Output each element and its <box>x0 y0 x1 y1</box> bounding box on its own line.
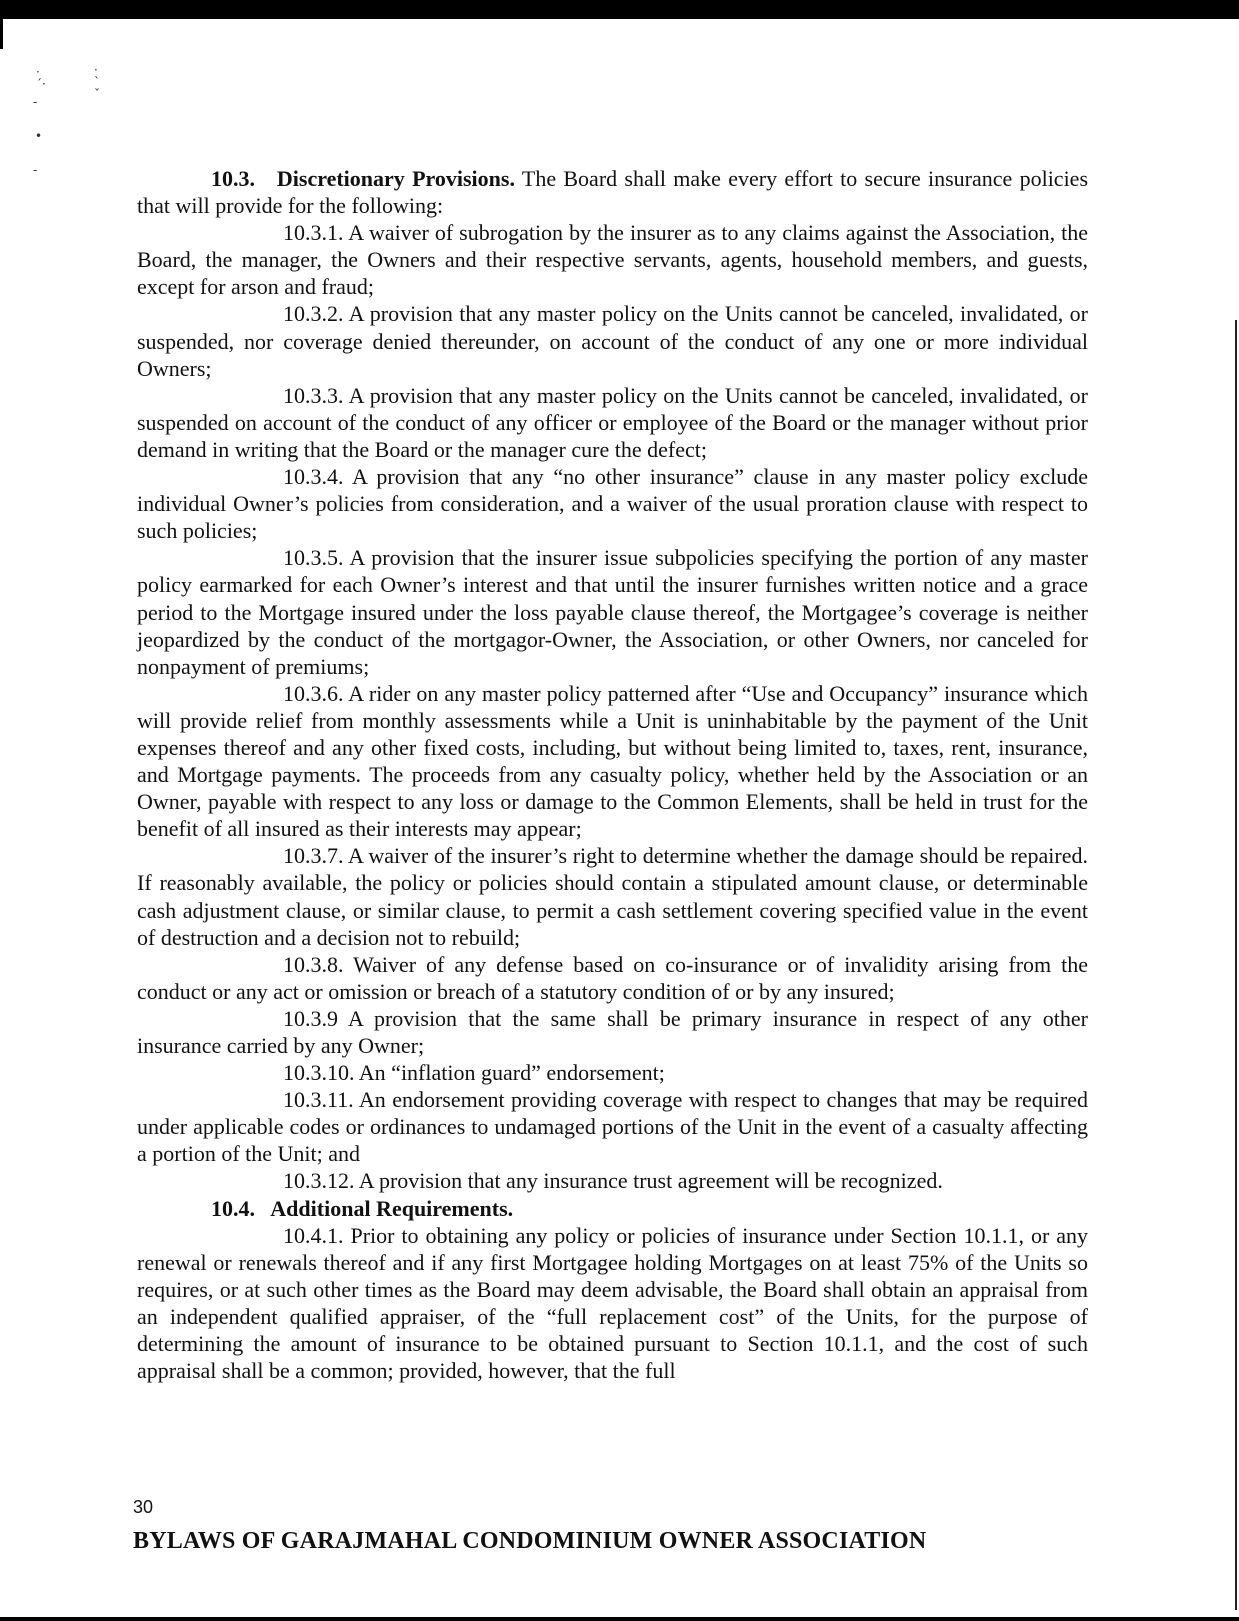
clause-10-3-10: 10.3.10. An “inflation guard” endorsement; <box>283 1060 665 1086</box>
clause-10-3-4: 10.3.4. A provision that any “no other insurance” clause in any master policy exclude individual Owner’s policies from consideration, and a waiver of the usual proration clause with respect to such policies; <box>137 464 1088 544</box>
clause-10-3-7: 10.3.7. A waiver of the insurer’s right to determine whether the damage should be repaired. If reasonably available, the policy or policies should contain a stipulated amount clause, or determinable cash adjustment clause, or similar clause, to permit a cash settlement covering specified value in the event of destruction and a decision not to rebuild; <box>137 843 1088 950</box>
clause-10-3-3: 10.3.3. A provision that any master policy on the Units cannot be canceled, invalidated, or suspended on account of the conduct of any officer or employee of the Board or the manager without prior demand in writing that the Board or the manager cure the defect; <box>137 382 1088 462</box>
clause-10-3-6: 10.3.6. A rider on any master policy patterned after “Use and Occupancy” insurance which will provide relief from monthly assessments while a Unit is uninhabitable by the payment of the Unit expenses thereof and any other fixed costs, including, but without being limited to, taxes, rent, insurance, and Mortgage payments. The proceeds from any casualty policy, whether held by the Association or an Owner, payable with respect to any loss or damage to the Common Elements, shall be held in trust for the benefit of all insured as their interests may appear; <box>137 680 1088 842</box>
clause-10-3-5: 10.3.5. A provision that the insurer issue subpolicies specifying the portion of any master policy earmarked for each Owner’s interest and that until the insurer furnishes written notice and a grace period to the Mortgage insured under the loss payable clause thereof, the Mortgagee’s coverage is neither jeopardized by the conduct of the mortgagor-Owner, the Association, or other Owners, nor canceled for nonpayment of premiums; <box>137 545 1088 679</box>
clause-10-3-2: 10.3.2. A provision that any master policy on the Units cannot be canceled, invalidated, or suspended, nor coverage denied thereunder, on account of the conduct of any one or more individual Owners; <box>137 301 1088 381</box>
section-10-3-heading: 10.3. Discretionary Provisions. The Board shall make every effort to secure insurance policies that will provide for the following: <box>137 166 1089 219</box>
document-body <box>137 165 1088 1384</box>
clause-10-4-1: 10.4.1. Prior to obtaining any policy or policies of insurance under Section 10.1.1, or any renewal or renewals thereof and if any first Mortgagee holding Mortgages on at least 75% of the Units so requires, or at such other times as the Board may deem advisable, the Board shall obtain an appraisal from an independent qualified appraiser, of the “full replacement cost” of the Units, for the purpose of determining the amount of insurance to be obtained pursuant to Section 10.1.1, and the cost of such appraisal shall be a common; provided, however, that the full <box>137 1222 1088 1384</box>
document-footer-title: BYLAWS OF GARAJMAHAL CONDOMINIUM OWNER ASSOCIATION <box>133 1528 927 1554</box>
clause-10-3-12: 10.3.12. A provision that any insurance trust agreement will be recognized. <box>283 1168 943 1194</box>
page-number: 30 <box>133 1497 154 1517</box>
scan-border-right <box>1235 320 1237 1610</box>
clause-10-3-1: 10.3.1. A waiver of subrogation by the insurer as to any claims against the Association, the Board, the manager, the Owners and their respective servants, agents, household members, and guests, except for arson and fraud; <box>137 220 1088 300</box>
scan-border-top <box>0 0 1239 19</box>
scan-border-bottom <box>0 1617 1239 1621</box>
clause-10-3-11: 10.3.11. An endorsement providing coverage with respect to changes that may be required under applicable codes or ordinances to undamaged portions of the Unit in the event of a casualty affecting a portion of the Unit; and <box>137 1087 1088 1167</box>
clause-10-3-9: 10.3.9 A provision that the same shall be primary insurance in respect of any other insurance carried by any Owner; <box>137 1005 1088 1058</box>
scan-border-left <box>0 19 3 49</box>
clause-10-3-8: 10.3.8. Waiver of any defense based on co-insurance or of invalidity arising from the conduct or any act or omission or breach of a statutory condition of or by any insured; <box>137 951 1088 1004</box>
section-10-4-heading: 10.4. Additional Requirements. <box>211 1195 514 1221</box>
